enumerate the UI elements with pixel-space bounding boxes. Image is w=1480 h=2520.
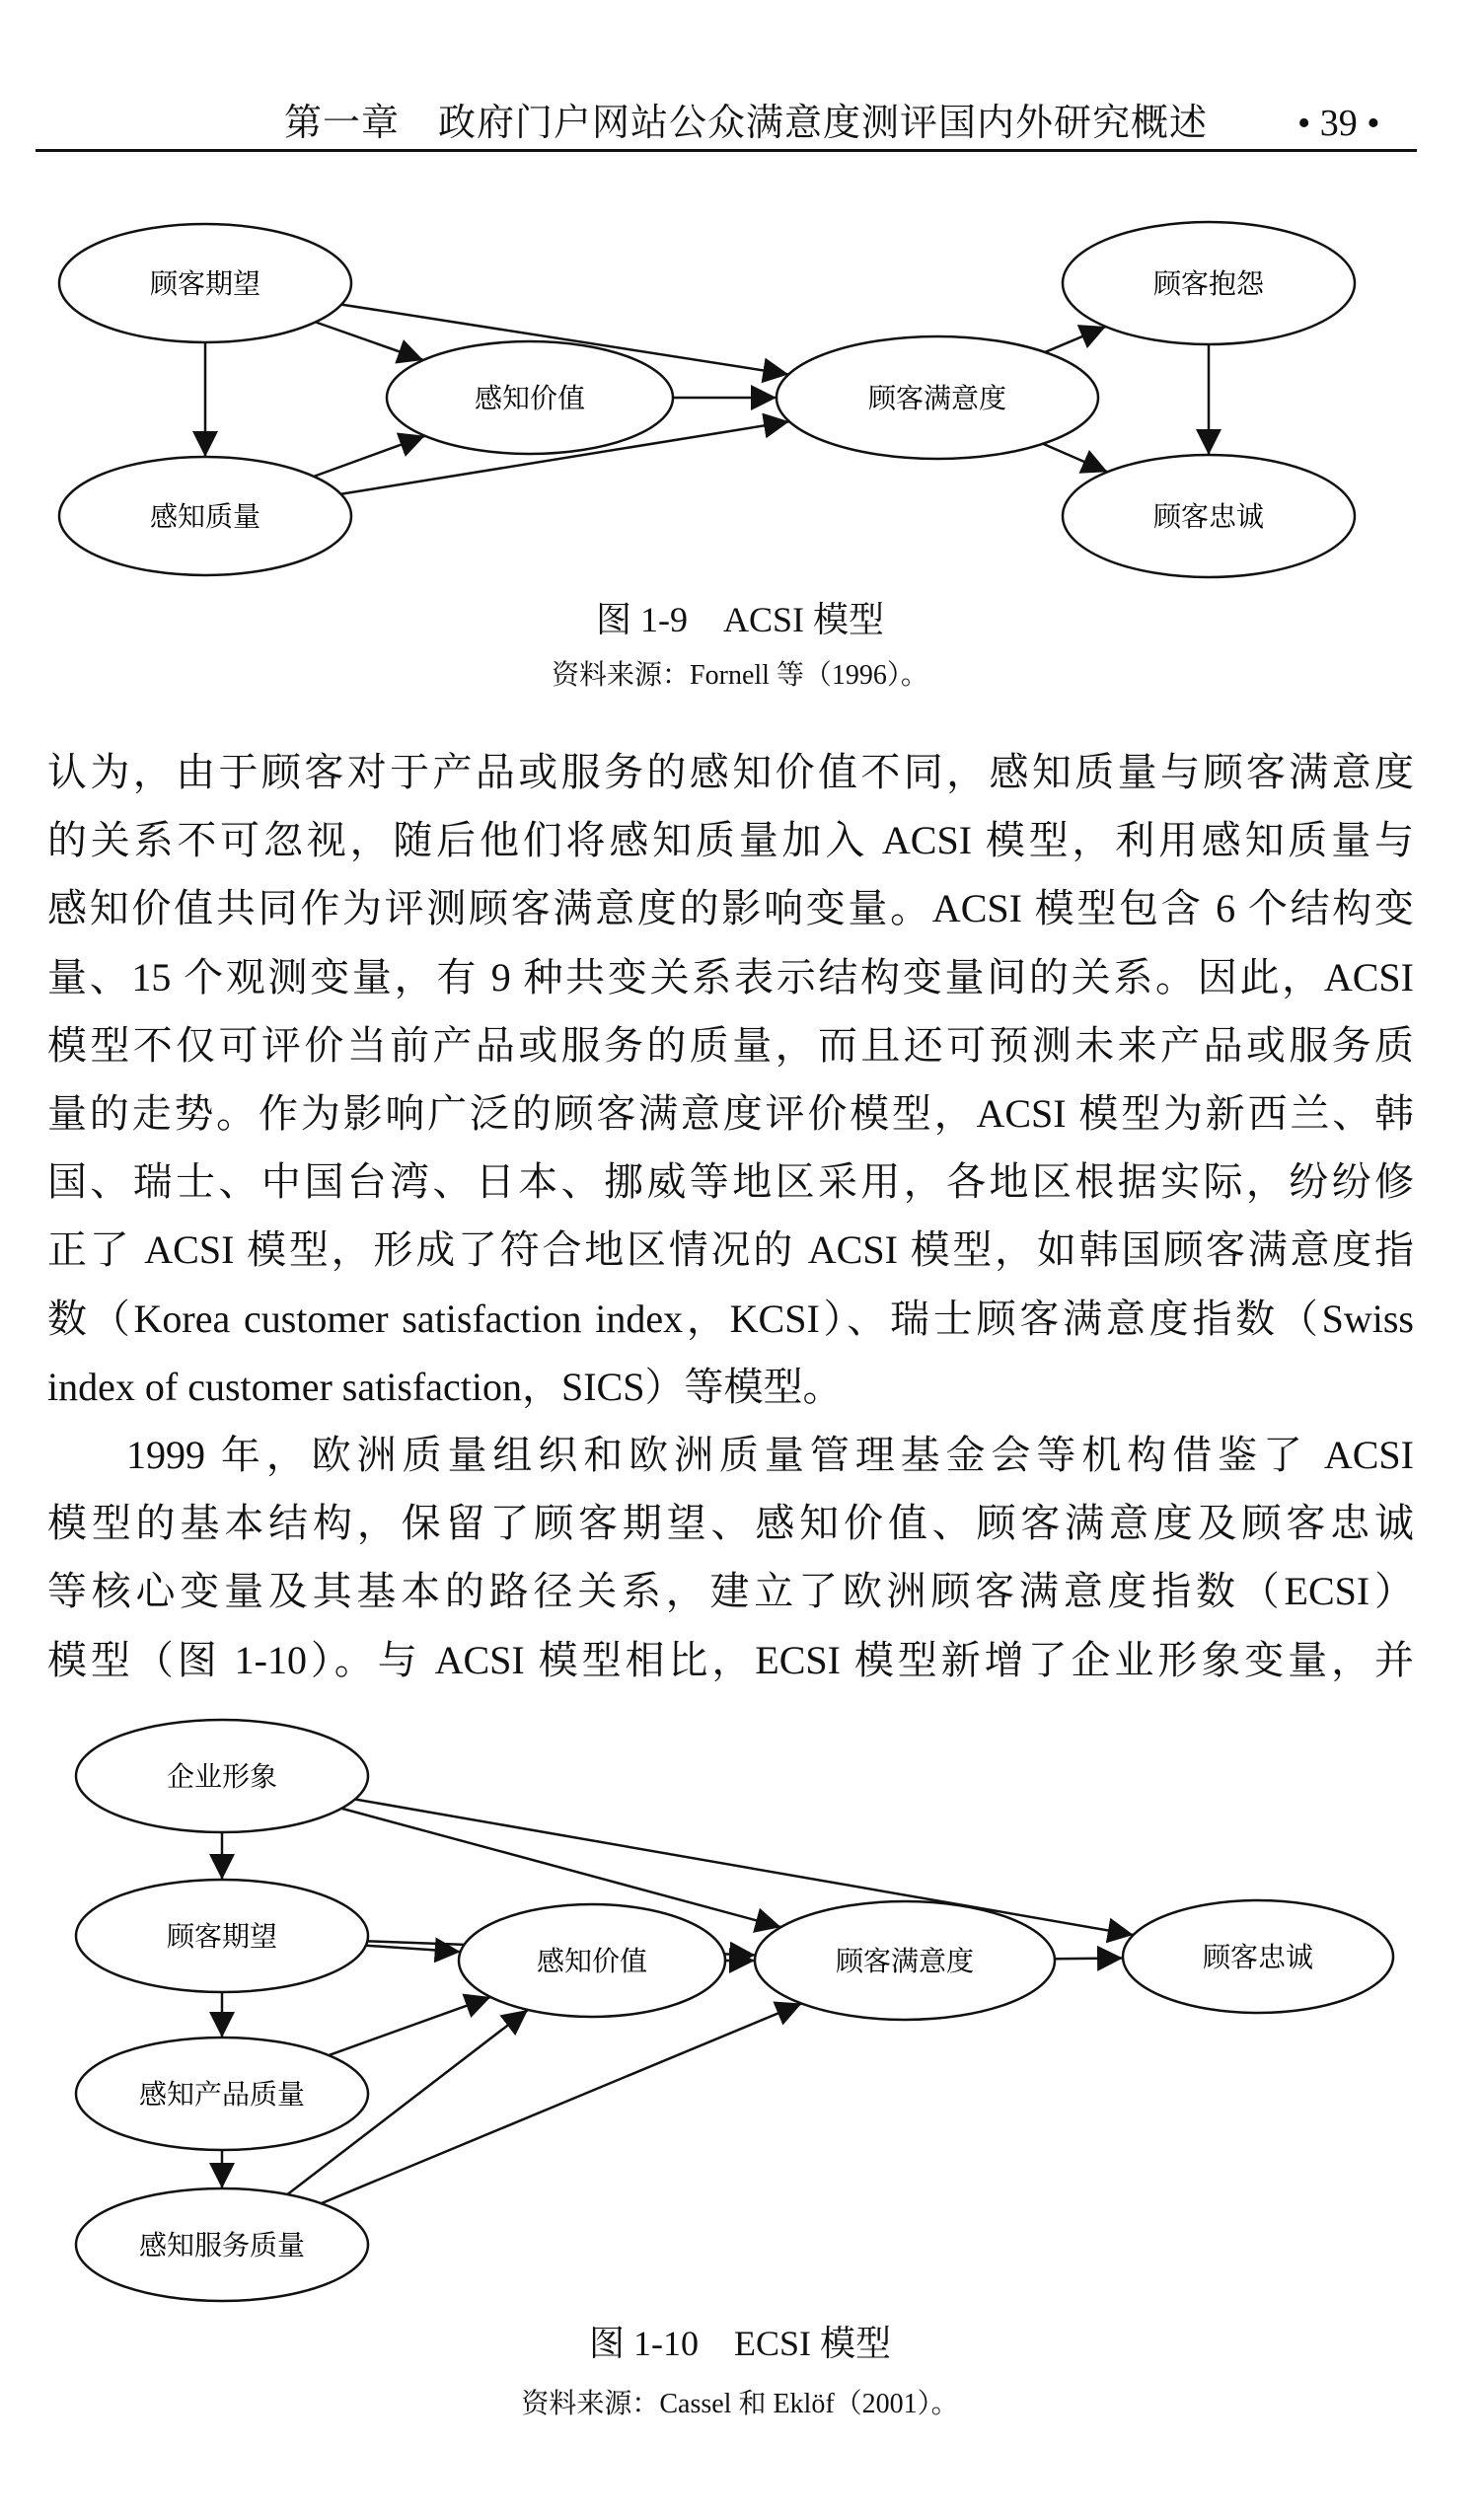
- node-loyalty: [1063, 455, 1355, 577]
- body-line: 模型不仅可评价当前产品或服务的质量，而且还可预测未来产品或服务质: [47, 1022, 1414, 1068]
- node-value: [387, 341, 673, 454]
- body-line: 模型的基本结构，保留了顾客期望、感知价值、顾客满意度及顾客忠诚: [47, 1501, 1414, 1546]
- node-quality: [59, 457, 351, 575]
- arrow-satisfaction-to-loyalty: [1043, 444, 1107, 473]
- node-label: 感知价值: [536, 1946, 648, 1976]
- node-label: 顾客忠诚: [1152, 501, 1265, 532]
- body-line: 的关系不可忽视，随后他们将感知质量加入 ACSI 模型，利用感知质量与: [47, 818, 1414, 863]
- arrow-satisfaction-to-complaint: [1045, 327, 1106, 352]
- arrow-image-to-loyalty: [355, 1800, 1134, 1935]
- body-line: 感知价值共同作为评测顾客满意度的影响变量。ACSI 模型包含 6 个结构变: [47, 886, 1414, 931]
- node-satisfaction: [755, 1901, 1055, 2020]
- header-rule: [36, 149, 1417, 152]
- ecsi-model-diagram: [0, 1697, 1480, 2309]
- node-label: 顾客满意度: [835, 1946, 975, 1976]
- body-line: 认为，由于顾客对于产品或服务的感知价值不同，感知质量与顾客满意度: [47, 750, 1414, 794]
- figure-1-10-caption: 图 1-10 ECSI 模型: [588, 2324, 891, 2363]
- node-expect: [59, 224, 351, 342]
- running-header-title: 第一章 政府门户网站公众满意度测评国内外研究概述: [284, 103, 1209, 144]
- arrow-expect-to-value: [316, 322, 423, 360]
- arrow-expect-to-value: [366, 1946, 461, 1952]
- arrow-product-to-value: [329, 1997, 490, 2055]
- node-label: 感知价值: [474, 383, 586, 413]
- page-number: • 39 •: [1297, 103, 1380, 144]
- figure-1-10-source: 资料来源：Cassel 和 Eklöf（2001）。: [521, 2389, 959, 2419]
- node-value: [459, 1904, 725, 2017]
- arrow-quality-to-value: [314, 436, 425, 477]
- node-loyalty: [1123, 1900, 1393, 2013]
- node-label: 感知产品质量: [138, 2079, 306, 2110]
- body-line: 等核心变量及其基本的路径关系，建立了欧洲顾客满意度指数（ECSI）: [47, 1569, 1414, 1614]
- body-line: 量、15 个观测变量，有 9 种共变关系表示结构变量间的关系。因此，ACSI: [47, 954, 1414, 1000]
- node-label: 顾客期望: [166, 1921, 278, 1952]
- node-label: 顾客抱怨: [1152, 268, 1265, 299]
- arrow-satisfaction-to-loyalty: [1055, 1959, 1123, 1960]
- node-image: [76, 1720, 368, 1832]
- figure-1-9-caption: 图 1-9 ACSI 模型: [595, 600, 884, 639]
- body-line: 1999 年，欧洲质量组织和欧洲质量管理基金会等机构借鉴了 ACSI: [126, 1433, 1414, 1477]
- node-product: [76, 2038, 368, 2150]
- node-expect: [76, 1880, 368, 1992]
- arrow-service-to-satisfaction: [322, 2004, 802, 2204]
- node-satisfaction: [777, 336, 1098, 459]
- acsi-model-diagram: [0, 197, 1480, 592]
- node-label: 顾客忠诚: [1202, 1942, 1314, 1972]
- body-line: 量的走势。作为影响广泛的顾客满意度评价模型，ACSI 模型为新西兰、韩: [47, 1091, 1414, 1136]
- body-line: 数（Korea customer satisfaction index，KCSI）、瑞士顾客满意度指数（Swiss: [47, 1296, 1414, 1341]
- body-line: 正了 ACSI 模型，形成了符合地区情况的 ACSI 模型，如韩国顾客满意度指: [47, 1227, 1414, 1273]
- node-label: 感知质量: [149, 501, 261, 532]
- node-service: [76, 2188, 368, 2301]
- node-label: 顾客期望: [149, 268, 261, 299]
- node-complaint: [1063, 222, 1355, 344]
- body-line: 模型（图 1-10）。与 ACSI 模型相比，ECSI 模型新增了企业形象变量，并: [47, 1637, 1414, 1682]
- figure-1-9-source: 资料来源：Fornell 等（1996）。: [552, 660, 928, 691]
- body-line: 国、瑞士、中国台湾、日本、挪威等地区采用，各地区根据实际，纷纷修: [47, 1159, 1414, 1205]
- node-label: 感知服务质量: [138, 2230, 306, 2261]
- body-line: index of customer satisfaction，SICS）等模型。: [47, 1364, 843, 1409]
- node-label: 顾客满意度: [867, 383, 1007, 413]
- node-label: 企业形象: [166, 1761, 278, 1792]
